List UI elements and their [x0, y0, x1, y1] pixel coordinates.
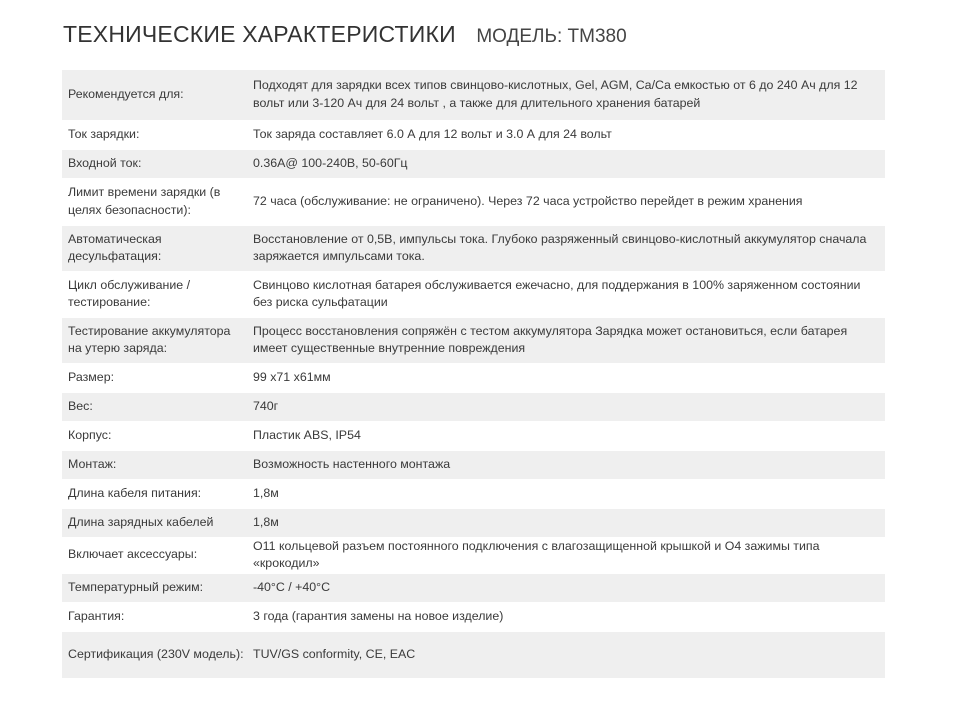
spec-value: 99 x71 x61мм [253, 363, 885, 392]
spec-value: О11 кольцевой разъем постоянного подключения с влагозащищенной крышкой и О4 зажимы типа «крокодил» [253, 537, 885, 573]
spec-label: Рекомендуется для: [62, 70, 253, 120]
page-title: ТЕХНИЧЕСКИЕ ХАРАКТЕРИСТИКИ [63, 21, 456, 47]
table-row [62, 178, 885, 225]
table-row [62, 70, 885, 120]
spec-value: Пластик ABS, IP54 [253, 421, 885, 450]
table-row [62, 537, 885, 573]
spec-value: Восстановление от 0,5В, импульсы тока. Глубоко разряженный свинцово-кислотный аккумулятор сначала заряжается импульсами тока. [253, 225, 885, 271]
table-row [62, 120, 885, 149]
spec-label: Монтаж: [62, 450, 253, 479]
table-row [62, 573, 885, 602]
table-row [62, 479, 885, 508]
table-row [62, 149, 885, 178]
table-row [62, 225, 885, 271]
spec-label: Автоматическая десульфатация: [62, 225, 253, 271]
spec-value: 3 года (гарантия замены на новое изделие) [253, 602, 885, 631]
spec-value: Подходят для зарядки всех типов свинцово-кислотных, Gel, AGM, Ca/Ca емкостью от 6 до 240 Ач для 12 вольт или 3-120 Ач для 24 вольт , а также для длительного хранения батарей [253, 70, 885, 120]
spec-label: Входной ток: [62, 149, 253, 178]
spec-value: 1,8м [253, 508, 885, 537]
table-row [62, 421, 885, 450]
spec-label: Корпус: [62, 421, 253, 450]
spec-value: Ток заряда составляет 6.0 А для 12 вольт и 3.0 А для 24 вольт [253, 120, 885, 149]
spec-label: Размер: [62, 363, 253, 392]
table-row [62, 450, 885, 479]
spec-value: Возможность настенного монтажа [253, 450, 885, 479]
table-row [62, 271, 885, 317]
spec-value: 0.36A@ 100-240В, 50-60Гц [253, 149, 885, 178]
spec-label: Тестирование аккумулятора на утерю заряда: [62, 317, 253, 363]
table-row [62, 602, 885, 631]
spec-label: Длина зарядных кабелей [62, 508, 253, 537]
spec-label: Длина кабеля питания: [62, 479, 253, 508]
specifications-table [62, 70, 885, 679]
page-header [63, 21, 627, 48]
spec-label: Температурный режим: [62, 573, 253, 602]
spec-label: Цикл обслуживание / тестирование: [62, 271, 253, 317]
table-row [62, 363, 885, 392]
table-row [62, 631, 885, 678]
spec-label: Ток зарядки: [62, 120, 253, 149]
spec-label: Гарантия: [62, 602, 253, 631]
table-row [62, 392, 885, 421]
spec-label: Сертификация (230V модель): [62, 631, 253, 678]
model-label: МОДЕЛЬ: ТМ380 [476, 26, 627, 47]
spec-label: Вес: [62, 392, 253, 421]
spec-value: -40°C / +40°C [253, 573, 885, 602]
spec-label: Включает аксессуары: [62, 537, 253, 573]
spec-value: Свинцово кислотная батарея обслуживается ежечасно, для поддержания в 100% заряженном состоянии без риска сульфатации [253, 271, 885, 317]
spec-value: 72 часа (обслуживание: не ограничено). Через 72 часа устройство перейдет в режим хранения [253, 178, 885, 225]
spec-value: Процесс восстановления сопряжён с тестом аккумулятора Зарядка может остановиться, если батарея имеет существенные внутренние повреждения [253, 317, 885, 363]
spec-value: TUV/GS conformity, CE, EAC [253, 631, 885, 678]
spec-value: 740г [253, 392, 885, 421]
spec-label: Лимит времени зарядки (в целях безопасности): [62, 178, 253, 225]
table-row [62, 508, 885, 537]
table-row [62, 317, 885, 363]
spec-value: 1,8м [253, 479, 885, 508]
